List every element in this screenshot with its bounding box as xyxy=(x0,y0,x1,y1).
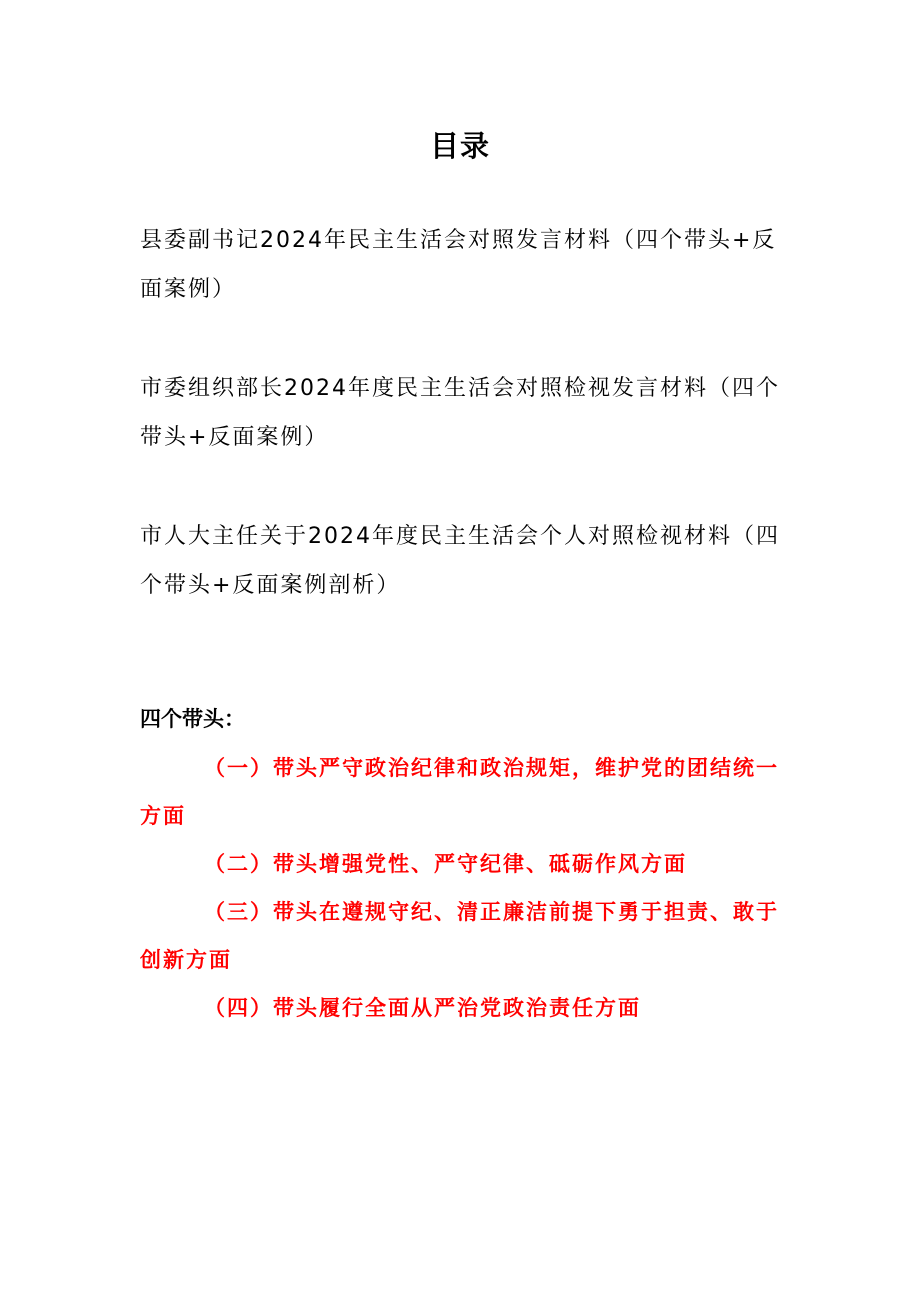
table-of-contents xyxy=(140,216,785,610)
page-title: 目录 xyxy=(429,129,490,163)
toc-item-3: 市人大主任关于2024年度民主生活会个人对照检视材料（四个带头+反面案例剖析） xyxy=(140,524,780,598)
lead-point-4: （四）带头履行全面从严治党政治责任方面 xyxy=(204,996,641,1020)
section-heading: 四个带头： xyxy=(140,707,245,731)
toc-item-2: 市委组织部长2024年度民主生活会对照检视发言材料（四个带头+反面案例） xyxy=(140,376,780,450)
lead-point-1: （一）带头严守政治纪律和政治规矩，维护党的团结统一方面 xyxy=(140,756,779,828)
lead-point-2: （二）带头增强党性、严守纪律、砥砺作风方面 xyxy=(204,852,687,876)
toc-item-1: 县委副书记2024年民主生活会对照发言材料（四个带头+反面案例） xyxy=(140,228,777,302)
four-leads-list xyxy=(140,744,785,1032)
lead-point-3: （三）带头在遵规守纪、清正廉洁前提下勇于担责、敢于创新方面 xyxy=(140,900,779,972)
